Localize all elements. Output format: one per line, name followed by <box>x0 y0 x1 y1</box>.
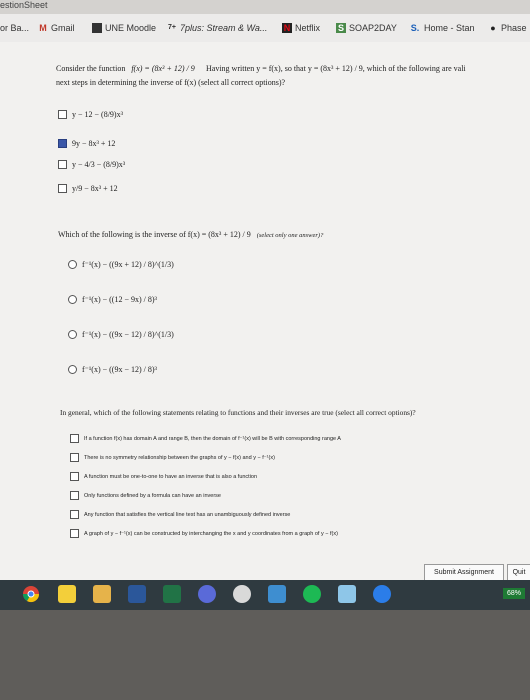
sticky-notes-icon[interactable] <box>58 585 76 603</box>
quiz-page <box>0 42 530 580</box>
bookmark-ba[interactable]: or Ba... <box>0 23 30 33</box>
soap2day-icon: S <box>337 23 344 33</box>
q1-option-4[interactable]: y/9 − 8x³ + 12 <box>58 184 118 193</box>
tab-strip <box>0 0 530 14</box>
q3-statement-6[interactable]: A graph of y − f⁻¹(x) can be constructed by interchanging the x and y coordinates from a graph of y − f(x) <box>70 529 338 538</box>
phase-icon: ● <box>490 23 496 33</box>
bookmark-7plus[interactable]: 7+ 7plus: Stream & Wa... <box>168 23 268 33</box>
submit-assignment-button[interactable]: Submit Assignment <box>424 564 504 581</box>
bookmark-moodle[interactable]: UNE Moodle <box>92 23 156 33</box>
q3-statement-5[interactable]: Any function that satisfies the vertical line test has an unambiguously defined inverse <box>70 510 290 519</box>
q3-statement-1[interactable]: If a function f(x) has domain A and range B, then the domain of f⁻¹(x) will be B with corresponding range A <box>70 434 341 443</box>
checkbox[interactable] <box>58 160 67 169</box>
radio[interactable] <box>68 330 77 339</box>
bookmark-phase[interactable]: ● Phase <box>488 23 527 33</box>
q1-option-3[interactable]: y − 4/3 − (8/9)x³ <box>58 160 125 169</box>
q3-statement-4[interactable]: Only functions defined by a formula can have an inverse <box>70 491 221 500</box>
word-icon[interactable] <box>128 585 146 603</box>
q2-text: Which of the following is the inverse of f(x) = (8x³ + 12) / 9 (select only one answer)? <box>58 230 324 239</box>
checkbox-checked[interactable] <box>58 139 67 148</box>
checkbox[interactable] <box>70 510 79 519</box>
checkbox[interactable] <box>58 110 67 119</box>
bookmark-netflix[interactable]: N Netflix <box>283 23 321 33</box>
quit-button[interactable]: Quit <box>507 564 530 581</box>
bookmark-gmail[interactable]: M Gmail <box>39 23 75 33</box>
gmail-icon: M <box>39 23 47 33</box>
q2-option-3[interactable]: f⁻¹(x) − ((9x − 12) / 8)^(1/3) <box>68 330 174 339</box>
q3-statement-3[interactable]: A function must be one-to-one to have an inverse that is also a function <box>70 472 257 481</box>
netflix-icon: N <box>283 23 291 33</box>
q3-text: In general, which of the following statements relating to functions and their inverses are true (select all correct options)? <box>60 408 416 417</box>
taskbar <box>0 580 530 610</box>
checkbox[interactable] <box>70 434 79 443</box>
bookmark-soap2day[interactable]: S SOAP2DAY <box>337 23 397 33</box>
chrome-icon[interactable] <box>22 585 40 603</box>
7plus-icon: 7+ <box>168 24 176 31</box>
desk-surface <box>0 610 530 700</box>
bookmark-stan[interactable]: S. Home - Stan <box>410 23 475 33</box>
stan-icon: S. <box>410 23 420 33</box>
checkbox[interactable] <box>70 529 79 538</box>
q2-option-2[interactable]: f⁻¹(x) − ((12 − 9x) / 8)³ <box>68 295 157 304</box>
bookmarks-bar <box>0 14 530 43</box>
radio[interactable] <box>68 295 77 304</box>
q2-option-4[interactable]: f⁻¹(x) − ((9x − 12) / 8)³ <box>68 365 157 374</box>
q2-option-1[interactable]: f⁻¹(x) − ((9x + 12) / 8)^(1/3) <box>68 260 174 269</box>
checkbox[interactable] <box>70 491 79 500</box>
moodle-icon <box>92 23 102 33</box>
store-icon[interactable] <box>198 585 216 603</box>
q1-text-a: Consider the function f(x) = (8x³ + 12) / 9 <box>56 64 195 73</box>
excel-icon[interactable] <box>163 585 181 603</box>
radio[interactable] <box>68 365 77 374</box>
q1-text-b: Having written y = f(x), so that y = (8x³ + 12) / 9, which of the following are vali <box>206 64 466 73</box>
file-explorer-icon[interactable] <box>93 585 111 603</box>
battery-indicator[interactable]: 68% <box>503 588 525 599</box>
spotify-icon[interactable] <box>303 585 321 603</box>
radio[interactable] <box>68 260 77 269</box>
q1-option-1[interactable]: y − 12 − (8/9)x³ <box>58 110 123 119</box>
checkbox[interactable] <box>70 453 79 462</box>
q1-option-2[interactable]: 9y − 8x³ + 12 <box>58 139 115 148</box>
checkbox[interactable] <box>70 472 79 481</box>
vpn-icon[interactable] <box>233 585 251 603</box>
edge-icon[interactable] <box>373 585 391 603</box>
photo-icon[interactable] <box>268 585 286 603</box>
q1-text-c: next steps in determining the inverse of f(x) (select all correct options)? <box>56 78 286 87</box>
tab-title[interactable]: estionSheet <box>0 0 48 10</box>
checkbox[interactable] <box>58 184 67 193</box>
paint-icon[interactable] <box>338 585 356 603</box>
q3-statement-2[interactable]: There is no symmetry relationship between the graphs of y − f(x) and y − f⁻¹(x) <box>70 453 275 462</box>
